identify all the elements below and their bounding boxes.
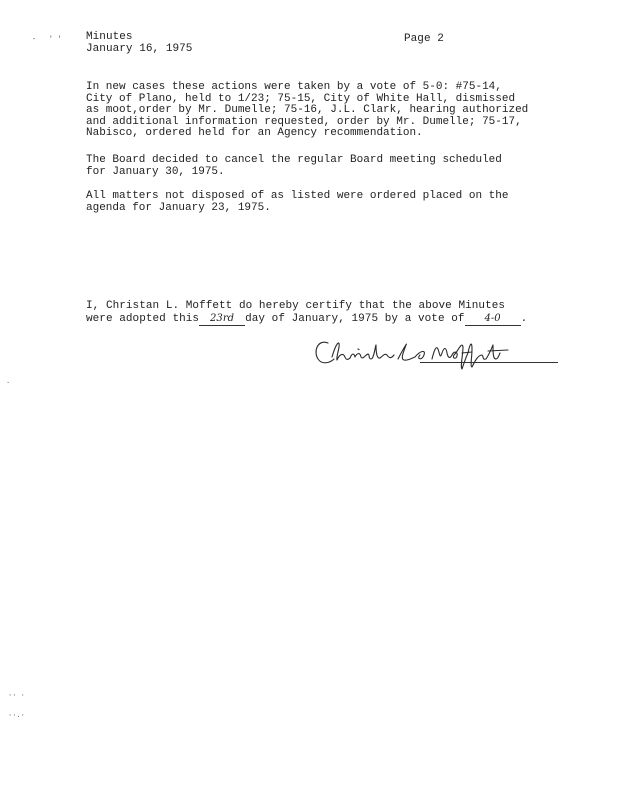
cert-prefix: were adopted this <box>86 313 200 325</box>
certification-line-1: I, Christan L. Moffett do hereby certify that the above Minutes <box>86 300 506 312</box>
cert-middle: day of January, 1975 by a vote of <box>245 313 465 325</box>
page-number: Page 2 <box>404 33 444 45</box>
scan-artifact: ··.· <box>8 712 25 720</box>
adoption-day: 23rd <box>199 313 245 326</box>
scan-artifact: ·· · <box>8 692 25 700</box>
handwritten-signature <box>312 333 522 373</box>
paragraph-cancel-meeting: The Board decided to cancel the regular Board meeting scheduled for January 30, 1975. <box>86 154 502 178</box>
document-date: January 16, 1975 <box>86 43 193 55</box>
certification-line-2 <box>86 313 527 326</box>
signature-line <box>420 362 558 363</box>
vote-count: 4-0 <box>465 313 521 326</box>
scan-artifact: . <box>6 378 11 386</box>
paragraph-new-cases: In new cases these actions were taken by a vote of 5-0: #75-14, City of Plano, held to 1/23; 75-15, City of White Hall, dismissed as moot,order by Mr. Dumelle; 75-16, J.L. Clark, hearing authorized and additional information requested, order by Mr. Dumelle; 75-17, Nabisco, ordered held for an Agency recommendation. <box>86 81 529 139</box>
document-title: Minutes <box>86 31 133 43</box>
scan-artifact: - ' ' <box>32 36 62 44</box>
cert-suffix: . <box>520 313 528 325</box>
paragraph-matters-placed: All matters not disposed of as listed were ordered placed on the agenda for January 23, 1975. <box>86 190 509 214</box>
